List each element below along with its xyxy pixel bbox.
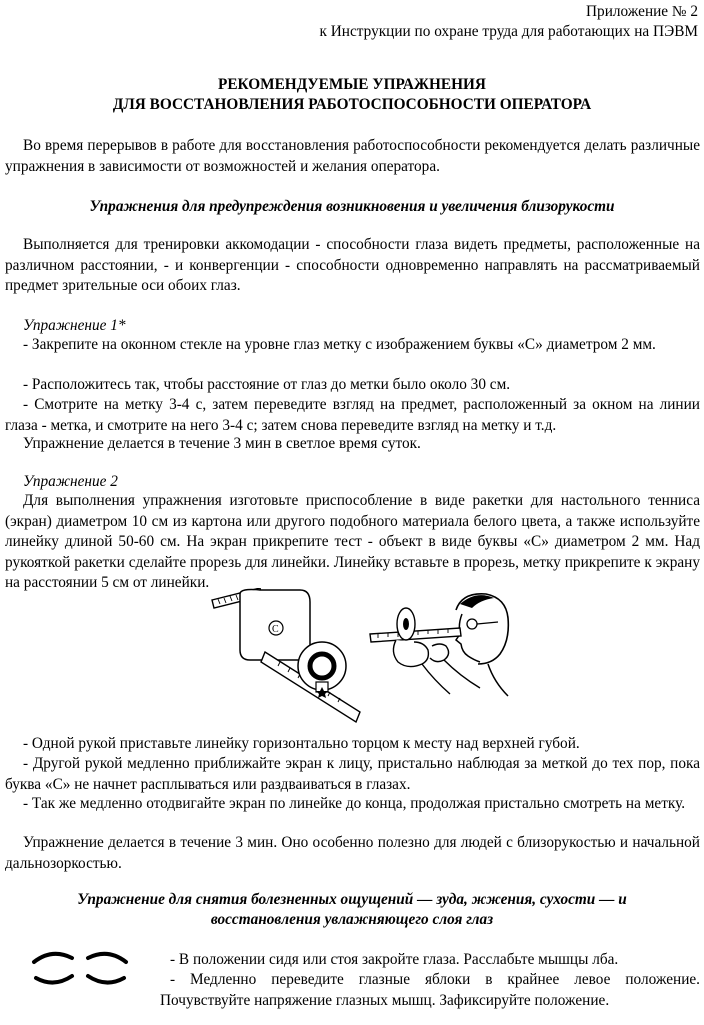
exercise2-step1: - Одной рукой приставьте линейку горизонтально торцом к месту над верхней губой. (23, 735, 580, 752)
exercise2-step2: - Другой рукой медленно приближайте экран к лицу, пристально наблюдая за меткой до тех пор, пока буква «С» не начнет расплываться или раздваиваться в глазах. (5, 755, 700, 793)
exercise2-description: Для выполнения упражнения изготовьте приспособление в виде ракетки для настольного тенниса (экран) диаметром 10 см из картона или другого подобного материала белого цвета, а также используйте линейку длиной 50-60 см. На экран прикрепите тест - объект в виде буквы «С» диаметром 2 мм. Над рукояткой ракетки сделайте прорезь для линейки. Линейку вставьте в прорезь, метку прикрепите к экрану на расстоянии 5 см от линейки. (5, 492, 700, 592)
person-exercise-illustration (368, 590, 513, 700)
exercise2-note: Упражнение делается в течение 3 мин. Оно особенно полезно для людей с близорукостью и начальной дальнозоркостью. (5, 834, 700, 872)
appendix-number: Приложение № 2 (586, 3, 698, 20)
intro-paragraph: Во время перерывов в работе для восстановления работоспособности рекомендуется делать различные упражнения в зависимости от возможностей и желания оператора. (5, 137, 700, 175)
appendix-reference: к Инструкции по охране труда для работающих на ПЭВМ (319, 23, 698, 40)
figure-label-c: С (272, 624, 279, 635)
exercise2-title: Упражнение 2 (23, 473, 118, 490)
section1-heading: Упражнения для предупреждения возникновения и увеличения близорукости (89, 198, 615, 215)
exercise2-step3: - Так же медленно отодвигайте экран по линейке до конца, продолжая пристально смотреть на метку. (23, 795, 686, 812)
racket-device-illustration (210, 588, 370, 728)
section2-step2: - Медленно переведите глазные яблоки в крайнее левое положение. Почувствуйте напряжение глазных мышц. Зафиксируйте положение. (160, 971, 700, 1009)
document-title-line1: РЕКОМЕНДУЕМЫЕ УПРАЖНЕНИЯ (218, 76, 486, 93)
section2-heading-line1: Упражнение для снятия болезненных ощущений — зуда, жжения, сухости — и (77, 891, 627, 908)
exercise1-step3: - Смотрите на метку 3-4 с, затем переведите взгляд на предмет, расположенный за окном на линии глаза - метка, и смотрите на него 3-4 с; затем снова переведите взгляд на метку и т.д. (5, 396, 700, 434)
exercise1-note: Упражнение делается в течение 3 мин в светлое время суток. (23, 435, 421, 452)
section2-step1: - В положении сидя или стоя закройте глаза. Расслабьте мышцы лба. (170, 951, 619, 968)
exercise1-title: Упражнение 1* (23, 317, 126, 334)
document-title-line2: ДЛЯ ВОССТАНОВЛЕНИЯ РАБОТОСПОСОБНОСТИ ОПЕРАТОРА (112, 96, 592, 113)
exercise1-step2: - Расположитесь так, чтобы расстояние от глаз до метки было около 30 см. (23, 376, 511, 393)
closed-eyes-illustration (30, 948, 130, 990)
exercise1-step1: - Закрепите на оконном стекле на уровне глаз метку с изображением буквы «С» диаметром 2 мм. (23, 336, 656, 353)
section2-heading-line2: восстановления увлажняющего слоя глаз (210, 911, 494, 928)
section1-description: Выполняется для тренировки аккомодации - способности глаза видеть предметы, расположенные на различном расстоянии, - и конвергенции - способности одновременно направлять на рассматриваемый предмет зрительные оси обоих глаз. (5, 236, 700, 295)
